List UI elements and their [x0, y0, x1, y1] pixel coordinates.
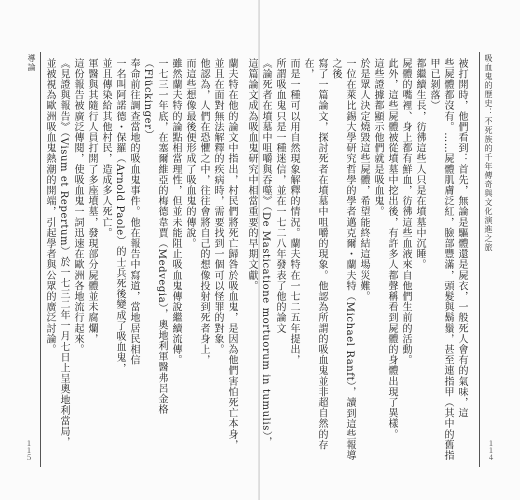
- right-body-text: [246, 58, 468, 463]
- paragraph-line: 《論死者在墳墓中咀嚼與吞噬》（De Masticatione mortuorum in tumulis），: [260, 58, 271, 448]
- paragraph-line: 這些證據都顯示他們就是吸血鬼。: [372, 58, 383, 217]
- paragraph-line: 奉命前往調查當地的吸血鬼事件。他在報告中寫道，當地居民相信: [128, 58, 139, 366]
- paragraph-line: 於是眾人決定燒毀這些屍體，希望能終結這場災難。: [358, 58, 369, 302]
- right-header-rule: [479, 52, 480, 467]
- left-page-number: １１５: [25, 440, 33, 461]
- paragraph-line: 而是一種可以用自然現象解釋的情況。蘭夫特在一七二五年提出，: [288, 58, 299, 366]
- paragraph-line: 軍醫與其隨行人員打開了多座墳墓，發現部分屍體並未腐爛，: [86, 58, 97, 345]
- paragraph-line: 一七三一年底，在塞爾維亞的梅德韋賈（Medvegia），奧地利軍醫弗呂金格（Flückinger）: [142, 58, 167, 415]
- paragraph-line: 並且傳染給其他村民，造成多人死亡。: [100, 58, 111, 239]
- paragraph-line: 雖然蘭夫特的論點相當理性，但並未能阻止吸血鬼傳說繼續流傳。: [170, 58, 181, 366]
- paragraph-line: 所謂吸血鬼只是一種迷信，並在一七二八年發表了他的論文: [274, 58, 285, 334]
- paragraph-line: 寫了一篇論文，探討死者在墳墓中咀嚼的現象。他認為所謂的吸血鬼並非超自然的存在，: [302, 58, 327, 451]
- paragraph-line: 並被視為歐洲吸血鬼熱潮的開端，引起學者與公眾的廣泛討論。: [44, 58, 55, 355]
- left-body-text: [28, 58, 238, 463]
- paragraph-line: 這份報告被廣泛傳閱，使吸血鬼一詞迅速在歐洲各地流行起來。: [72, 58, 83, 355]
- right-running-head: 吸血鬼的歷史：不死族的千年傳奇與文化演進之旅: [484, 54, 493, 252]
- paragraph-line: 都繼續生長，彷彿這些人只是在墳墓中沉睡。: [414, 58, 425, 270]
- paragraph-line: 被打開時，他們看到：首先，無論是驅體還是屍衣，一般死人會有的氣味，這: [456, 58, 467, 419]
- paragraph-line: 屍體的嘴裡、身上都有鮮血，彷彿這些血液來自他們生前的活動。: [400, 58, 411, 366]
- paragraph-line: 此外，這些屍體被從墳墓中挖出後，有許多人都聲稱看到屍體的身體出現了異樣。: [386, 58, 397, 440]
- paragraph-line: 蘭夫特在他的論文中指出，村民們將死亡歸咎於吸血鬼，是因為他們害怕死亡本身，: [226, 58, 237, 451]
- paragraph-line: 一位在萊比錫大學研究哲學的學者邁克爾・蘭夫特（Michael Ranft），讀到這些報導之後: [330, 58, 355, 462]
- paragraph-line: 些屍體都沒有。……屍體肌膚泛紅，臉部豐滿，頭髮與鬍鬚，甚至連指甲（其中的舊指甲已剝落）: [428, 58, 453, 461]
- paragraph-line: 一名叫阿諾德・保羅（Arnold Paole）的士兵死後變成了吸血鬼，: [114, 58, 125, 374]
- right-page-number: １１４: [487, 440, 495, 461]
- paragraph-line: 這篇論文成為吸血鬼研究中相當重要的早期文獻。: [246, 58, 257, 292]
- right-page: [246, 0, 520, 500]
- paragraph-line: 《見證與報告》（Visum et Repertum）於一七三二年一月七日上呈奧地利當局，: [58, 58, 69, 448]
- paragraph-line: 而這些想像最後便形成了吸血鬼的傳說。: [184, 58, 195, 249]
- left-running-head: 導論: [27, 54, 36, 72]
- paragraph-line: 他認為，人們在恐懼之中，往往會將自己的想像投射到死者身上，: [198, 58, 209, 366]
- paragraph-line: 並且在面對無法解釋的疾病時，需要找到一個可以怪罪的對象。: [212, 58, 223, 355]
